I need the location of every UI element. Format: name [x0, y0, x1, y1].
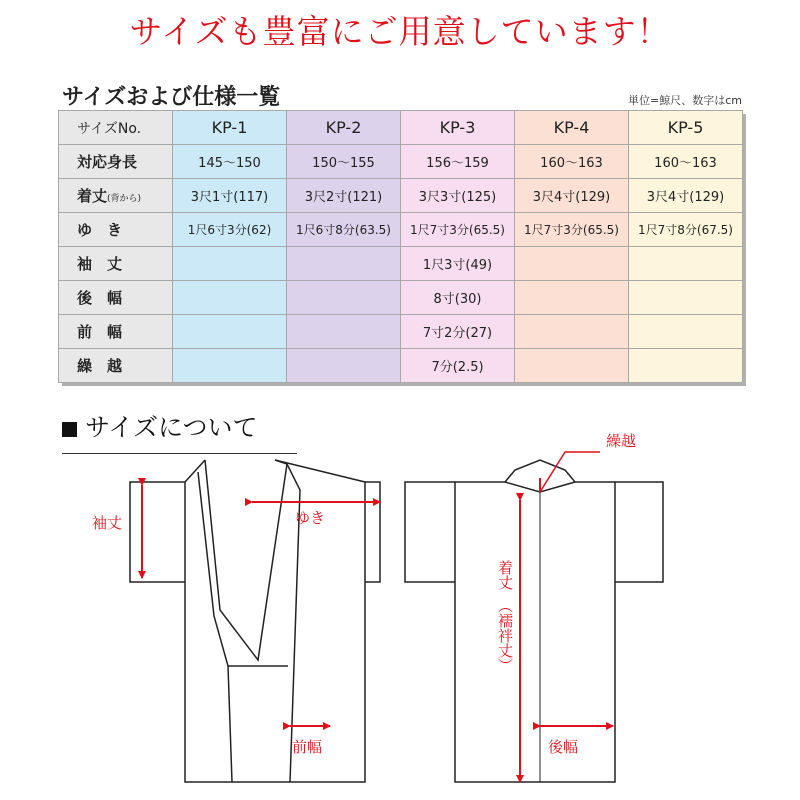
- table-cell: 3尺1寸(117): [173, 179, 287, 213]
- about-size-title: サイズについて: [85, 413, 258, 442]
- label-kitake-vertical: 着丈: [496, 560, 514, 590]
- row-label-text: 着丈: [77, 187, 108, 205]
- merged-value-sodetake: 1尺3寸(49): [401, 247, 515, 281]
- label-kurikoshi: 繰越: [606, 432, 637, 450]
- back-garment: [405, 460, 663, 782]
- size-header-kp4: KP-4: [515, 111, 629, 145]
- size-no-header: サイズNo.: [59, 111, 173, 145]
- table-cell: 1尺7寸3分(65.5): [515, 213, 629, 247]
- garment-diagram: [0, 430, 800, 800]
- measurement-arrows: [142, 452, 613, 782]
- row-label-ushirohaba: 後 幅: [59, 281, 173, 315]
- table-cell: 160～163: [629, 145, 743, 179]
- merged-value-kurikoshi: 7分(2.5): [401, 349, 515, 383]
- table-row: [59, 281, 743, 315]
- size-header-kp2: KP-2: [287, 111, 401, 145]
- merged-value-maehaba: 7寸2分(27): [401, 315, 515, 349]
- row-label-kitake: [59, 179, 173, 213]
- table-cell: 1尺7寸8分(67.5): [629, 213, 743, 247]
- table-cell: 1尺6寸3分(62): [173, 213, 287, 247]
- spec-table: [58, 110, 743, 383]
- label-yuki: ゆき: [295, 509, 326, 527]
- kurikoshi-pointer: [540, 452, 600, 492]
- table-cell: 1尺7寸3分(65.5): [401, 213, 515, 247]
- table-header-row: [59, 111, 743, 145]
- front-garment: [130, 460, 380, 782]
- row-label-sodetake: 袖 丈: [59, 247, 173, 281]
- spec-table-title: サイズおよび仕様一覧: [62, 85, 281, 110]
- table-cell: 145～150: [173, 145, 287, 179]
- headline: サイズも豊富にご用意しています！: [129, 12, 671, 51]
- size-header-kp1: KP-1: [173, 111, 287, 145]
- table-cell: 150～155: [287, 145, 401, 179]
- table-cell: 1尺6寸8分(63.5): [287, 213, 401, 247]
- label-sode: 袖丈: [92, 514, 123, 532]
- table-cell: 3尺2寸(121): [287, 179, 401, 213]
- row-label-kurikoshi: 繰 越: [59, 349, 173, 383]
- label-ushirohaba: 後幅: [548, 738, 579, 756]
- table-cell: 3尺4寸(129): [515, 179, 629, 213]
- size-header-kp5: KP-5: [629, 111, 743, 145]
- table-cell: 3尺4寸(129): [629, 179, 743, 213]
- row-label-sub: (背から): [107, 194, 142, 204]
- table-cell: 156～159: [401, 145, 515, 179]
- row-label-maehaba: 前 幅: [59, 315, 173, 349]
- table-cell: 3尺3寸(125): [401, 179, 515, 213]
- table-row: [59, 213, 743, 247]
- table-row: [59, 315, 743, 349]
- label-kitake-sub-vertical: （襦袢丈）: [496, 598, 514, 673]
- size-header-kp3: KP-3: [401, 111, 515, 145]
- unit-note: 単位=鯨尺、数字はcm: [628, 94, 742, 107]
- row-label-height: 対応身長: [59, 145, 173, 179]
- label-maehaba: 前幅: [292, 738, 323, 756]
- table-cell: 160～163: [515, 145, 629, 179]
- table-row: [59, 179, 743, 213]
- table-row: [59, 247, 743, 281]
- row-label-yuki: ゆ き: [59, 213, 173, 247]
- table-row: [59, 349, 743, 383]
- table-row: [59, 145, 743, 179]
- merged-value-ushirohaba: 8寸(30): [401, 281, 515, 315]
- spec-table-container: [58, 110, 742, 382]
